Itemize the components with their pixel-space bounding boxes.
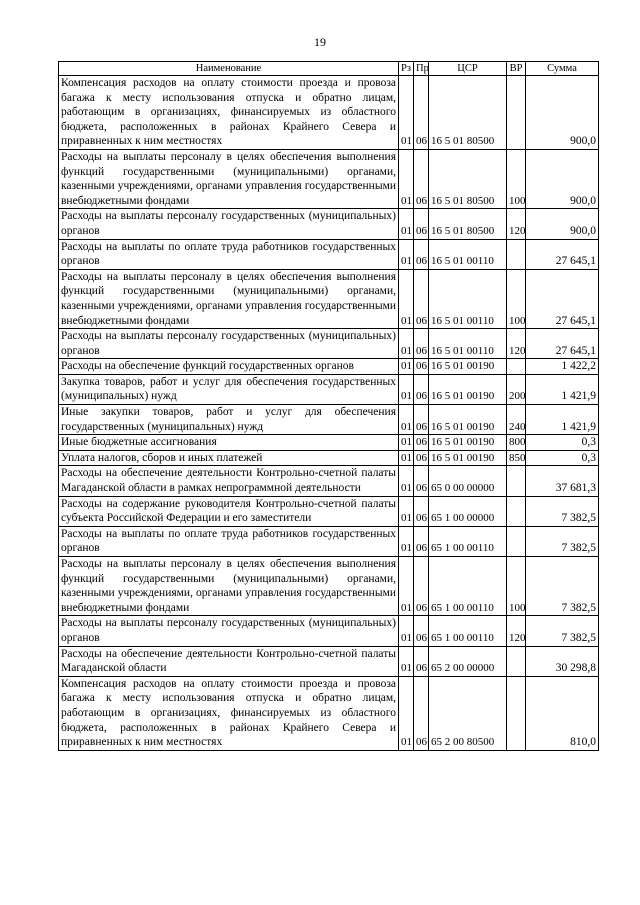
cell-csr: 65 1 00 00000 [429,496,507,526]
cell-vr: 100 [507,557,526,616]
cell-rz: 01 [399,496,414,526]
cell-rz: 01 [399,557,414,616]
cell-csr: 16 5 01 00110 [429,239,507,269]
cell-name: Расходы на обеспечение деятельности Контрольно-счетной палаты Магаданской области в рамках непрограммной деятельности [59,466,399,496]
cell-vr [507,526,526,556]
cell-pr: 06 [414,646,429,676]
cell-vr: 120 [507,616,526,646]
cell-pr: 06 [414,557,429,616]
header-rz: Рз [399,62,414,76]
cell-sum: 0,3 [526,435,599,451]
cell-sum: 7 382,5 [526,496,599,526]
cell-csr: 16 5 01 00110 [429,269,507,328]
cell-pr: 06 [414,676,429,750]
cell-csr: 16 5 01 00190 [429,435,507,451]
table-body [59,76,599,751]
cell-vr: 240 [507,405,526,435]
cell-rz: 01 [399,405,414,435]
cell-vr: 120 [507,329,526,359]
cell-csr: 16 5 01 00190 [429,405,507,435]
cell-vr: 200 [507,374,526,404]
cell-vr [507,359,526,375]
table-row [59,466,599,496]
cell-sum: 27 645,1 [526,239,599,269]
cell-sum: 1 421,9 [526,405,599,435]
cell-name: Расходы на выплаты по оплате труда работников государственных органов [59,239,399,269]
cell-name: Компенсация расходов на оплату стоимости проезда и провоза багажа к месту использования отпуска и обратно лицам, работающим в организациях, финансируемых из областного бюджета, расположенных в районах Крайнего Севера и приравненных к ним местностях [59,76,399,150]
cell-sum: 7 382,5 [526,526,599,556]
header-name: Наименование [59,62,399,76]
table-row [59,526,599,556]
cell-vr [507,76,526,150]
cell-sum: 0,3 [526,450,599,466]
cell-csr: 65 1 00 00110 [429,526,507,556]
cell-vr [507,466,526,496]
cell-rz: 01 [399,329,414,359]
cell-vr [507,676,526,750]
cell-sum: 900,0 [526,149,599,208]
table-row [59,557,599,616]
cell-rz: 01 [399,269,414,328]
cell-name: Расходы на выплаты по оплате труда работников государственных органов [59,526,399,556]
cell-pr: 06 [414,374,429,404]
table-row [59,616,599,646]
cell-vr: 100 [507,149,526,208]
cell-pr: 06 [414,450,429,466]
cell-name: Расходы на выплаты персоналу в целях обеспечения выполнения функций государственными (муниципальными) органами, казенными учреждениями, органами управления государственными внебюджетными фондами [59,557,399,616]
header-csr: ЦСР [429,62,507,76]
cell-pr: 06 [414,466,429,496]
cell-name: Расходы на выплаты персоналу в целях обеспечения выполнения функций государственными (муниципальными) органами, казенными учреждениями, органами управления государственными внебюджетными фондами [59,149,399,208]
table-row [59,374,599,404]
cell-csr: 16 5 01 00190 [429,374,507,404]
cell-pr: 06 [414,269,429,328]
table-row [59,405,599,435]
table-row [59,329,599,359]
table-row [59,646,599,676]
cell-csr: 16 5 01 80500 [429,149,507,208]
cell-rz: 01 [399,239,414,269]
cell-name: Расходы на содержание руководителя Контрольно-счетной палаты субъекта Российской Федерации и его заместители [59,496,399,526]
table-row [59,149,599,208]
cell-pr: 06 [414,359,429,375]
cell-csr: 65 1 00 00110 [429,616,507,646]
cell-vr: 120 [507,209,526,239]
cell-name: Расходы на выплаты персоналу в целях обеспечения выполнения функций государственными (муниципальными) органами, казенными учреждениями, органами управления государственными внебюджетными фондами [59,269,399,328]
cell-rz: 01 [399,209,414,239]
cell-rz: 01 [399,374,414,404]
cell-name: Расходы на выплаты персоналу государственных (муниципальных) органов [59,209,399,239]
cell-pr: 06 [414,239,429,269]
table-row [59,496,599,526]
cell-sum: 30 298,8 [526,646,599,676]
cell-rz: 01 [399,466,414,496]
cell-sum: 1 421,9 [526,374,599,404]
cell-rz: 01 [399,435,414,451]
cell-vr: 800 [507,435,526,451]
cell-csr: 16 5 01 00110 [429,329,507,359]
cell-name: Иные закупки товаров, работ и услуг для обеспечения государственных (муниципальных) нужд [59,405,399,435]
cell-vr: 850 [507,450,526,466]
cell-sum: 27 645,1 [526,269,599,328]
cell-pr: 06 [414,526,429,556]
cell-pr: 06 [414,76,429,150]
cell-rz: 01 [399,149,414,208]
cell-csr: 16 5 01 00190 [429,359,507,375]
cell-vr [507,646,526,676]
cell-name: Расходы на выплаты персоналу государственных (муниципальных) органов [59,329,399,359]
cell-sum: 37 681,3 [526,466,599,496]
cell-pr: 06 [414,616,429,646]
cell-rz: 01 [399,450,414,466]
cell-sum: 810,0 [526,676,599,750]
cell-csr: 65 2 00 80500 [429,676,507,750]
table-row [59,76,599,150]
cell-name: Иные бюджетные ассигнования [59,435,399,451]
table-row [59,450,599,466]
cell-csr: 16 5 01 00190 [429,450,507,466]
cell-rz: 01 [399,526,414,556]
cell-rz: 01 [399,646,414,676]
cell-vr [507,496,526,526]
cell-name: Закупка товаров, работ и услуг для обеспечения государственных (муниципальных) нужд [59,374,399,404]
table-row [59,239,599,269]
cell-pr: 06 [414,329,429,359]
cell-sum: 1 422,2 [526,359,599,375]
cell-csr: 16 5 01 80500 [429,76,507,150]
cell-rz: 01 [399,359,414,375]
cell-name: Расходы на обеспечение деятельности Контрольно-счетной палаты Магаданской области [59,646,399,676]
table-header-row [59,62,599,76]
cell-csr: 16 5 01 80500 [429,209,507,239]
cell-pr: 06 [414,149,429,208]
cell-pr: 06 [414,496,429,526]
header-pr: Пр [414,62,429,76]
cell-pr: 06 [414,209,429,239]
cell-vr [507,239,526,269]
cell-csr: 65 2 00 00000 [429,646,507,676]
header-vr: ВР [507,62,526,76]
table-row [59,435,599,451]
cell-sum: 7 382,5 [526,557,599,616]
cell-csr: 65 1 00 00110 [429,557,507,616]
cell-rz: 01 [399,676,414,750]
cell-pr: 06 [414,405,429,435]
table-row [59,676,599,750]
cell-sum: 900,0 [526,209,599,239]
cell-csr: 65 0 00 00000 [429,466,507,496]
cell-name: Компенсация расходов на оплату стоимости проезда и провоза багажа к месту использования отпуска и обратно лицам, работающим в организациях, финансируемых из областного бюджета, расположенных в районах Крайнего Севера и приравненных к ним местностях [59,676,399,750]
cell-name: Уплата налогов, сборов и иных платежей [59,450,399,466]
cell-name: Расходы на выплаты персоналу государственных (муниципальных) органов [59,616,399,646]
cell-rz: 01 [399,616,414,646]
cell-name: Расходы на обеспечение функций государственных органов [59,359,399,375]
table-row [59,359,599,375]
cell-pr: 06 [414,435,429,451]
budget-table [58,61,599,751]
cell-sum: 900,0 [526,76,599,150]
cell-sum: 7 382,5 [526,616,599,646]
table-row [59,269,599,328]
page-number: 19 [314,35,326,49]
cell-sum: 27 645,1 [526,329,599,359]
header-sum: Сумма [526,62,599,76]
table-row [59,209,599,239]
cell-rz: 01 [399,76,414,150]
cell-vr: 100 [507,269,526,328]
